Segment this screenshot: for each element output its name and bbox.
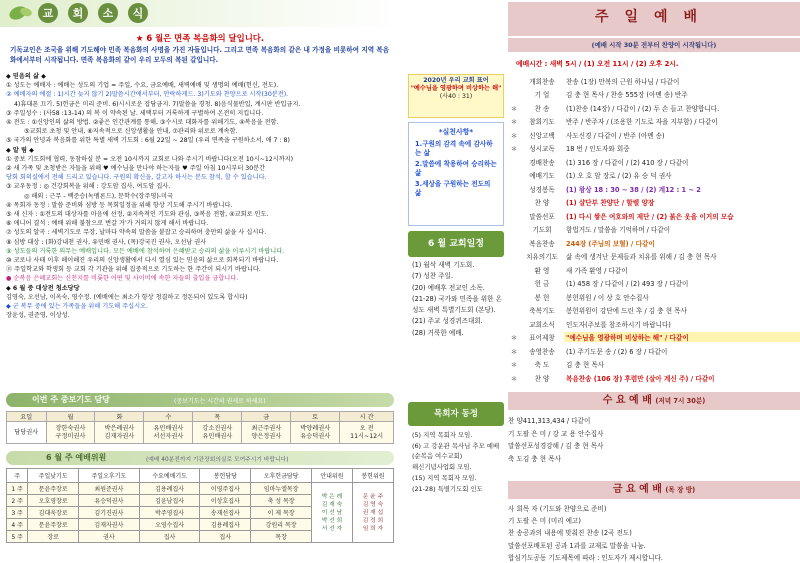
schedule-item: (1) 월삭 새벽 기도회. bbox=[412, 261, 475, 269]
committee-cell: 이상호집사 bbox=[200, 495, 251, 507]
order-label: 찬 송 bbox=[534, 104, 550, 113]
order-row bbox=[508, 250, 800, 264]
worship-committee-table bbox=[6, 468, 394, 543]
motto-verse: "예수님을 영광하며 비상하는 해" bbox=[410, 85, 502, 92]
duty-header-cell: 요일 bbox=[7, 412, 47, 422]
practice-item: 2.말씀에 착용하여 승리하는 삶 bbox=[415, 160, 497, 177]
order-text: 봉헌위원 / 이 상 호 안수집사 bbox=[566, 293, 649, 302]
order-row bbox=[508, 331, 800, 345]
duty-cell: 최근주권사 양은정권사 bbox=[242, 422, 291, 444]
order-row bbox=[508, 128, 800, 142]
order-text: 성경강해 / 김 충 현 목사 bbox=[533, 442, 604, 451]
order-label: 축 도 bbox=[508, 455, 523, 464]
committee-cell: 목장 bbox=[251, 531, 312, 543]
order-text: 김 충 현 목사 bbox=[522, 455, 561, 464]
committee-cell: 김용례집사 bbox=[200, 519, 251, 531]
committee-cell: 4 주 bbox=[7, 519, 28, 531]
committee-cell: 3 주 bbox=[7, 507, 28, 519]
duty-header-cell: 수 bbox=[144, 412, 193, 422]
standing-mark: ＊ bbox=[510, 374, 518, 383]
order-label: 개회찬송 bbox=[529, 77, 555, 86]
order-text: 배포된 공과 1과를 교재로 말씀을 나눔. bbox=[533, 541, 646, 550]
order-label: 축복기도 bbox=[529, 307, 555, 316]
order-row bbox=[508, 182, 800, 196]
notice-line: 4)휴대폰 끄기. 5)헌금은 미리 준비. 6)시시로운 잡담금지. 7)말씀을 경청. 8)음식물반입, 계시판 반입금지. bbox=[14, 100, 301, 108]
worship-subtitle-bar bbox=[508, 38, 800, 52]
committee-header-cell: 오후헌금담당 bbox=[251, 469, 312, 483]
notice-line: 당회 회의실에서 전해 드리고 있습니다. 구원의 확신을, 갈고자 하시는 분도 참석, 할 수 있습니다. bbox=[6, 174, 267, 182]
order-text: 18 번 / 인도자와 회중 bbox=[566, 145, 630, 154]
order-row bbox=[508, 452, 800, 465]
pastor-news-title: 목회자 동정 bbox=[433, 409, 478, 419]
order-row bbox=[508, 502, 800, 514]
worship-committee-subtitle: (예배 40분전까지 기관장회의실로 모여주시기 바랍니다) bbox=[146, 457, 289, 463]
notice-line: ⑩ 코로나 사태 이후 해이해진 우리의 신앙생활에서 다시 열심 있는 믿음의 삶으로 회복되기 바랍니다. bbox=[6, 257, 279, 265]
notice-line: ◆ 믿음의 삶 ◆ bbox=[6, 73, 46, 80]
order-row bbox=[508, 196, 800, 210]
committee-row bbox=[7, 483, 394, 495]
order-text: 공과의 내용에 맞춰진 찬송 (2곡 전도) bbox=[522, 529, 632, 538]
schedule-item: (21) 주교 성경퀴즈대회. bbox=[412, 317, 483, 326]
pastor-news-item: 해신기념사업회 모임. bbox=[412, 463, 472, 472]
committee-cell: 강원리 목장 bbox=[251, 519, 312, 531]
duty-cell: 장한숙권사 구정미권사 bbox=[46, 422, 95, 444]
notice-line: ③ 교우동정 : ◎ 건강회복을 위해 : 강도암 집사, 여도암 집사. bbox=[6, 183, 171, 191]
duty-header-cell: 목 bbox=[193, 412, 242, 422]
committee-cell: 김재자권사 bbox=[79, 519, 140, 531]
order-label: 말씀선포 bbox=[508, 442, 534, 451]
committee-cell: 오호영장로 bbox=[28, 495, 79, 507]
order-label: 합심기도 bbox=[508, 553, 534, 562]
order-row bbox=[508, 142, 800, 156]
order-text: 반주 / 반주자 / (조용한 기도로 자을 지부함) / 다같이 bbox=[566, 118, 718, 127]
order-row bbox=[508, 514, 800, 526]
schedule-item: (20) 예배후 전교인 소독. bbox=[412, 283, 485, 292]
duty-cell: 박은례권사 김재자권사 bbox=[95, 422, 144, 444]
practice-box bbox=[408, 122, 504, 226]
order-row bbox=[508, 317, 800, 331]
order-text: 팔 은 미 / 강 교 용 안수집사 bbox=[522, 429, 604, 438]
intro-paragraph: 기독교인은 조국을 위해 기도해야 민족 복음화의 사명을 가진 자들입니다. 그리고 면족 복음화의 같은 내 가정을 비롯하여 지역 복음화에서부터 시작됩니다. 면족 복음화의 같이 우리 모두의 복된 갈입니다. bbox=[10, 46, 390, 65]
order-row bbox=[508, 223, 800, 237]
sunday-worship-banner bbox=[508, 2, 800, 36]
friday-order-list bbox=[508, 502, 800, 563]
notice-line: ⑧ 심방 대상 : (화)강내천 권사, 유민배 권사, (목)강국진 권사, 오선남 권사 bbox=[6, 238, 207, 246]
practice-item: 3.세상을 구원하는 전도의 삶 bbox=[415, 180, 491, 197]
order-row bbox=[508, 358, 800, 372]
order-row bbox=[508, 263, 800, 277]
notice-line: ④ 전도 : ①신앙인의 삶의 방법. ②좋은 인간관계를 통해, ③수시로 대화자를 위해기도, ④복음을 전함. bbox=[6, 119, 279, 127]
news-header bbox=[0, 0, 400, 27]
prayer-duty-subtitle: (중보기도는 시간의 권세로 하세요) bbox=[174, 398, 266, 405]
notice-line: ⑥ 애니어 결석 : 예배 위해 불참으로 번갈 거'가 거의지 않게 해서 바랍니다. bbox=[6, 220, 209, 228]
committee-cell: 문윤주장로 bbox=[28, 519, 79, 531]
committee-header-cell: 수요예배기도 bbox=[139, 469, 200, 483]
order-row bbox=[508, 209, 800, 223]
schedule-item: (28) 거룩한 예배. bbox=[412, 328, 464, 337]
practice-title: *실천사항* bbox=[438, 128, 474, 136]
order-text: (1) 샬단부 찬양단 / 할렐 양장 bbox=[566, 199, 655, 208]
usher-names: 박 은 례 김 재 숙 이 선 남 박 선 희 서 선 자 bbox=[311, 483, 352, 543]
duty-cell: 강소진권사 유민배권사 bbox=[193, 422, 242, 444]
schedule-item: (21-28) 국가와 민족을 위한 온 성도 새벽 특별기도회 (본당). bbox=[412, 294, 503, 315]
order-label: 경배찬송 bbox=[529, 158, 555, 167]
duty-cell: 오 전 11시~12시 bbox=[340, 422, 394, 444]
order-label: 참회기도 bbox=[529, 118, 555, 127]
order-label: 표어제창 bbox=[529, 334, 555, 343]
order-row bbox=[508, 101, 800, 115]
order-label: 찬 양 bbox=[508, 417, 523, 426]
notice-line: ① 성도는 예배자 : 예배는 성도의 기업 = 주일, 수요, 금요예배, 새벽예배 및 생명의 예배(헌신, 전도). bbox=[6, 82, 279, 90]
committee-cell: 최원준권사 bbox=[79, 483, 140, 495]
duty-cell: 유민배권사 서선자권사 bbox=[144, 422, 193, 444]
notice-line: ⑨ 성도들의 거룩한 의무는 예배입니다. 모든 예배에 참석하며 은혜받고 승리의 삶을 이루시기 바랍니다. bbox=[6, 247, 285, 255]
notice-line: ◆ 군 복무 중에 있는 가족들을 위해 기도해 주십시오. bbox=[6, 303, 149, 311]
order-text: (1)찬송 (14장) / 다같이 / (2) 두 손 들고 찬양합니다. bbox=[566, 104, 720, 113]
order-text: 새 가족 환영 / 다같이 bbox=[566, 266, 628, 275]
order-label: 복음찬송 bbox=[529, 239, 555, 248]
standing-mark: ＊ bbox=[510, 131, 518, 140]
order-text: (1) 주기도문 송 / (2) 6 장 / 다같이 bbox=[566, 347, 668, 356]
order-text: 김 충 현 목사 bbox=[566, 361, 605, 370]
committee-header-cell: 주일오후기도 bbox=[79, 469, 140, 483]
order-label: 찬 양 bbox=[534, 374, 550, 383]
committee-cell: 이 제 목장 bbox=[251, 507, 312, 519]
notice-line: ● 순복음 은혜교회는 신천지를 비롯한 어떤 및 사이비에 속한 자들의 출입을 금합니다. bbox=[6, 275, 239, 283]
order-row bbox=[508, 414, 800, 427]
notice-line: ◆ 알 림 ◆ bbox=[6, 146, 34, 154]
order-text: 봉헌위원이 강단에 드린 후 / 김 충 현 목사 bbox=[566, 307, 687, 316]
order-text: 인도자(주보를 참조하시기 바랍니다) bbox=[566, 320, 671, 329]
order-label: 찬 송 bbox=[508, 529, 523, 538]
friday-worship-title: 금 요 예 배 bbox=[612, 484, 662, 495]
duty-header-cell: 월 bbox=[46, 412, 95, 422]
middle-column bbox=[406, 0, 506, 563]
pastor-news-banner bbox=[408, 402, 504, 426]
church-schedule-banner bbox=[408, 231, 504, 257]
duty-row-label: 담당권사 bbox=[7, 422, 47, 444]
standing-mark: ＊ bbox=[510, 347, 518, 356]
notice-line: ◆ 6 월 중 대상전 청소당당 bbox=[6, 284, 80, 292]
order-text: 함법거도 / 말씀을 기억하며 / 다같이 bbox=[566, 226, 671, 235]
notice-line: 장윤성, 권준영, 이상성. bbox=[6, 312, 70, 320]
committee-header-cell: 안내위원 bbox=[311, 469, 352, 483]
order-label: 성시교독 bbox=[529, 145, 555, 154]
standing-mark: ＊ bbox=[510, 361, 518, 370]
standing-mark: ＊ bbox=[510, 118, 518, 127]
order-row bbox=[508, 155, 800, 169]
committee-cell: 김윤남집사 bbox=[139, 495, 200, 507]
pastor-news-item: (순복음 여수교회) bbox=[412, 452, 463, 461]
order-text: 팔 은 미 (미리 예고) bbox=[522, 517, 581, 526]
committee-cell: 1 주 bbox=[7, 483, 28, 495]
committee-cell: 5 주 bbox=[7, 531, 28, 543]
order-label: 말씀선포 bbox=[508, 541, 534, 550]
service-times: 예배시간 : 새벽 5시 / (1) 오전 11시 / (2) 오후 2시. bbox=[516, 60, 679, 68]
month-headline: ★ 6 월은 면족 복음화의 달입니다. bbox=[135, 33, 265, 43]
sunday-worship-title: 주일예배 bbox=[594, 9, 714, 25]
pastor-news-list bbox=[408, 430, 504, 494]
order-text: (1) 다시 쌓은 여호와의 제단 / (2) 붉은 옷을 이거의 모습 bbox=[566, 212, 734, 221]
friday-worship-banner bbox=[508, 481, 800, 499]
wednesday-worship-banner bbox=[508, 392, 800, 410]
committee-header-cell: 주 bbox=[7, 469, 28, 483]
committee-header-cell: 주일낮기도 bbox=[28, 469, 79, 483]
order-row bbox=[508, 344, 800, 358]
church-motto-box bbox=[408, 74, 504, 118]
duty-header-cell: 시 간 bbox=[340, 412, 394, 422]
motto-year: 2020년 우리 교회 표어 bbox=[423, 77, 489, 84]
practice-item: 1.구원의 감격 속에 감사하는 삶 bbox=[415, 140, 493, 157]
notices-list bbox=[6, 72, 396, 320]
order-text: (1) 오 호 암 장로 / (2) 유 승 덕 권사 bbox=[566, 172, 672, 181]
wednesday-order-list bbox=[508, 414, 800, 464]
wednesday-worship-time: (저녁 7시 30분) bbox=[655, 397, 706, 405]
order-label: 송영찬송 bbox=[529, 347, 555, 356]
offering-committee-names: 문 윤 주 김 영 숙 권 재 섭 김 정 희 임 희 자 bbox=[352, 483, 393, 543]
order-text: 244장 (주님의 보혈) / 다같이 bbox=[566, 239, 655, 248]
order-text: 411,313,434 / 다같이 bbox=[522, 417, 591, 426]
order-row bbox=[508, 539, 800, 551]
committee-cell: 2 주 bbox=[7, 495, 28, 507]
notice-line: ◎ 해외 : 근무 - 백준승(녹멤론드), 문학수(장주영)-미국 bbox=[24, 192, 173, 200]
order-row bbox=[508, 290, 800, 304]
committee-cell: 집사 bbox=[139, 531, 200, 543]
committee-cell: 김용례집사 bbox=[139, 483, 200, 495]
committee-cell: 송재선집사 bbox=[200, 507, 251, 519]
order-label: 신앙고백 bbox=[529, 131, 555, 140]
committee-cell: 축 성 목장 bbox=[251, 495, 312, 507]
order-label: 봉 헌 bbox=[534, 293, 550, 302]
news-title-char: 교 bbox=[38, 3, 58, 23]
committee-cell: 이영주집사 bbox=[200, 483, 251, 495]
order-text: 복음찬송 (106 장) 후렴만 (살아 계신 주) / 다같이 bbox=[566, 374, 715, 383]
notice-line: ② 새 가족 및 초청받은 자들을 위해 ♥ 예수님을 만나야 하는자들 ♥ 주일 아침 10시부터 30분간 bbox=[6, 165, 266, 173]
leaf-icon bbox=[8, 2, 34, 24]
duty-cell: 박양례권사 유승덕권사 bbox=[291, 422, 340, 444]
order-label: 기 도 bbox=[508, 429, 523, 438]
order-text: 목 자 (기도와 찬양으로 준비) bbox=[522, 505, 607, 514]
order-row bbox=[508, 236, 800, 250]
notice-line: ⑪ 주일학교와 학생회 등 교회 각 기관을 위해 집중적으로 기도하는 한 주간이 되시기 바랍니다. bbox=[6, 266, 261, 274]
news-title-char: 소 bbox=[98, 3, 118, 23]
order-label: 기도회 bbox=[532, 226, 552, 235]
order-text: 공동 기도제목에 따라 : 인도자가 제시합니다. bbox=[533, 553, 663, 562]
order-row bbox=[508, 169, 800, 183]
sunday-order-list bbox=[508, 74, 800, 385]
order-label: 기 얼 bbox=[534, 91, 550, 100]
committee-cell: 집사 bbox=[200, 531, 251, 543]
notice-line: ② 예배자의 예절 : 1)시간 늦지 않기 2)말씀시간에서부터, 안락하게드. 3)기도와 찬양으로 시작(30분전). bbox=[6, 91, 289, 99]
motto-reference: (사40 : 31) bbox=[439, 93, 473, 100]
order-label: 환 영 bbox=[534, 266, 550, 275]
order-text: 삶 속에 생겨난 문제들과 치유를 위해 / 김 충 현 목사 bbox=[566, 253, 717, 262]
order-row bbox=[508, 371, 800, 385]
order-text: (1) 316 장 / 다같이 / (2) 410 장 / 다같이 bbox=[566, 158, 689, 167]
worship-subtitle: (예배 시작 30분 전부터 찬양이 시작됩니다) bbox=[591, 41, 717, 49]
prayer-duty-banner bbox=[6, 393, 394, 407]
pastor-news-item: (21-28) 특별기도회 인도 bbox=[412, 484, 483, 493]
committee-cell: 김기진권사 bbox=[79, 507, 140, 519]
notice-line: 김영숙, 오선남, 이옥숙, 영수정. (예배에는 최소가 항상 청결하고 정돈되어 있도록 합시다) bbox=[6, 293, 248, 301]
committee-cell: 권사 bbox=[79, 531, 140, 543]
notice-line: ③ 주일성수 : (사58 :13-14) 의 복 이 약속된 날. 세택부터 거룩하게 구별하여 온전히 지킵니다. bbox=[6, 109, 264, 117]
notice-line: ① 중보 기도회에 협력, 동참하실 분 = 오전 10시까지 교회로 나와 주시기 바랍니다(오전 10시~12시까지) bbox=[6, 155, 294, 163]
notice-line: ⑤ 국가의 안녕과 복음화를 위한 특별 새벽 기도회 : 6월 22일 ~ 28일 (우리 면족을 구원하소서, 애 7 : 8) bbox=[6, 137, 290, 145]
order-label: 사 회 bbox=[508, 505, 523, 514]
pastor-news-item: (6) 고 강운관 목사님 추모 예배 bbox=[412, 441, 500, 450]
order-text: 김 충 현 목사 / 찬송 555장 (아멘 송) 반주 bbox=[566, 91, 688, 100]
notice-line: ⑤ 새 신자 : ①전도의 대상자를 마음에 선정, ②지속적인 기도와 관심, ③복음 전함, ④교회로 인도. bbox=[6, 211, 269, 219]
church-schedule-title: 6 월 교회일정 bbox=[428, 239, 484, 249]
order-label: 말씀선포 bbox=[529, 212, 555, 221]
pastor-news-item: (5) 지역 목회자 모임. bbox=[412, 431, 473, 439]
order-text: 사도신경 / 다같이 / 반주 (아멘 송) bbox=[566, 131, 665, 140]
committee-header-cell: 봉헌위원 bbox=[352, 469, 393, 483]
committee-cell: 오영수집사 bbox=[139, 519, 200, 531]
wednesday-worship-title: 수 요 예 배 bbox=[602, 395, 652, 406]
order-row bbox=[508, 526, 800, 538]
duty-header-cell: 화 bbox=[95, 412, 144, 422]
order-row bbox=[508, 115, 800, 129]
order-label: 헌 금 bbox=[534, 280, 550, 289]
order-label: 축 도 bbox=[534, 361, 550, 370]
order-row bbox=[508, 551, 800, 563]
order-text: (1) 왕상 18 : 30 ~ 38 / (2) 계12 : 1 ~ 2 bbox=[566, 185, 701, 194]
standing-mark: ＊ bbox=[510, 334, 518, 343]
standing-mark: ＊ bbox=[510, 145, 518, 154]
order-row bbox=[508, 88, 800, 102]
committee-cell: 장로 bbox=[28, 531, 79, 543]
news-title-char: 회 bbox=[68, 3, 88, 23]
order-label: 교회소식 bbox=[529, 320, 555, 329]
order-label: 찬 양 bbox=[534, 199, 550, 208]
notice-line: ④ 목회자 동정 : 말씀 준비와 심방 등 목회일정을 위해 항상 기도해 주시기 바랍니다. bbox=[6, 201, 233, 209]
standing-mark: ＊ bbox=[510, 104, 518, 113]
order-label: 기 도 bbox=[508, 517, 523, 526]
pastor-news-item: (15) 지역 목회자 모임. bbox=[412, 473, 477, 482]
order-row bbox=[508, 74, 800, 88]
committee-header-cell: 봉헌담당 bbox=[200, 469, 251, 483]
order-label: 치유의기도 bbox=[526, 253, 558, 262]
news-title bbox=[38, 3, 148, 23]
committee-cell: 박주영집사 bbox=[139, 507, 200, 519]
order-label: 예배기도 bbox=[529, 172, 555, 181]
order-row bbox=[508, 277, 800, 291]
duty-header-cell: 토 bbox=[291, 412, 340, 422]
worship-committee-title: 6 월 주 예배위원 bbox=[46, 453, 107, 462]
order-text: "예수님을 영광하며 비상하는 해" / 다같이 bbox=[564, 332, 800, 342]
notice-line: ⑦ 성도의 알곡 : 세벽기도로 무장, 날마다 약속의 말씀을 붙잡고 승리하며 충만의 삶을 사 십시다. bbox=[6, 229, 267, 237]
order-row bbox=[508, 304, 800, 318]
worship-order-column bbox=[508, 0, 800, 563]
prayer-duty-table bbox=[6, 411, 394, 444]
prayer-duty-title: 이번 주 중보기도 담당 bbox=[32, 395, 110, 404]
friday-worship-place: (목 장 방) bbox=[665, 486, 696, 494]
committee-cell: 문윤주장로 bbox=[28, 483, 79, 495]
order-text: (1) 458 장 / 다같이 / (2) 493 장 / 다같이 bbox=[566, 280, 689, 289]
duty-header-cell: 금 bbox=[242, 412, 291, 422]
news-title-char: 식 bbox=[128, 3, 148, 23]
notice-line: ⑤교회로 초청 및 안내, ⑥지속적으로 신앙생활을 안내, ⑦관리와 위로로 계속함. bbox=[24, 128, 238, 136]
committee-cell: 김대욱장로 bbox=[28, 507, 79, 519]
committee-cell: 유승덕권사 bbox=[79, 495, 140, 507]
order-row bbox=[508, 427, 800, 440]
committee-cell: 임마누엘목장 bbox=[251, 483, 312, 495]
schedule-item: (7) 성찬 주일. bbox=[412, 272, 454, 281]
order-label: 성경봉독 bbox=[529, 185, 555, 194]
church-schedule-list bbox=[408, 260, 504, 339]
order-row bbox=[508, 439, 800, 452]
worship-committee-banner bbox=[6, 451, 394, 465]
order-text: 찬송 (1장) 만복의 근원 하나님 / 다같이 bbox=[566, 77, 680, 86]
